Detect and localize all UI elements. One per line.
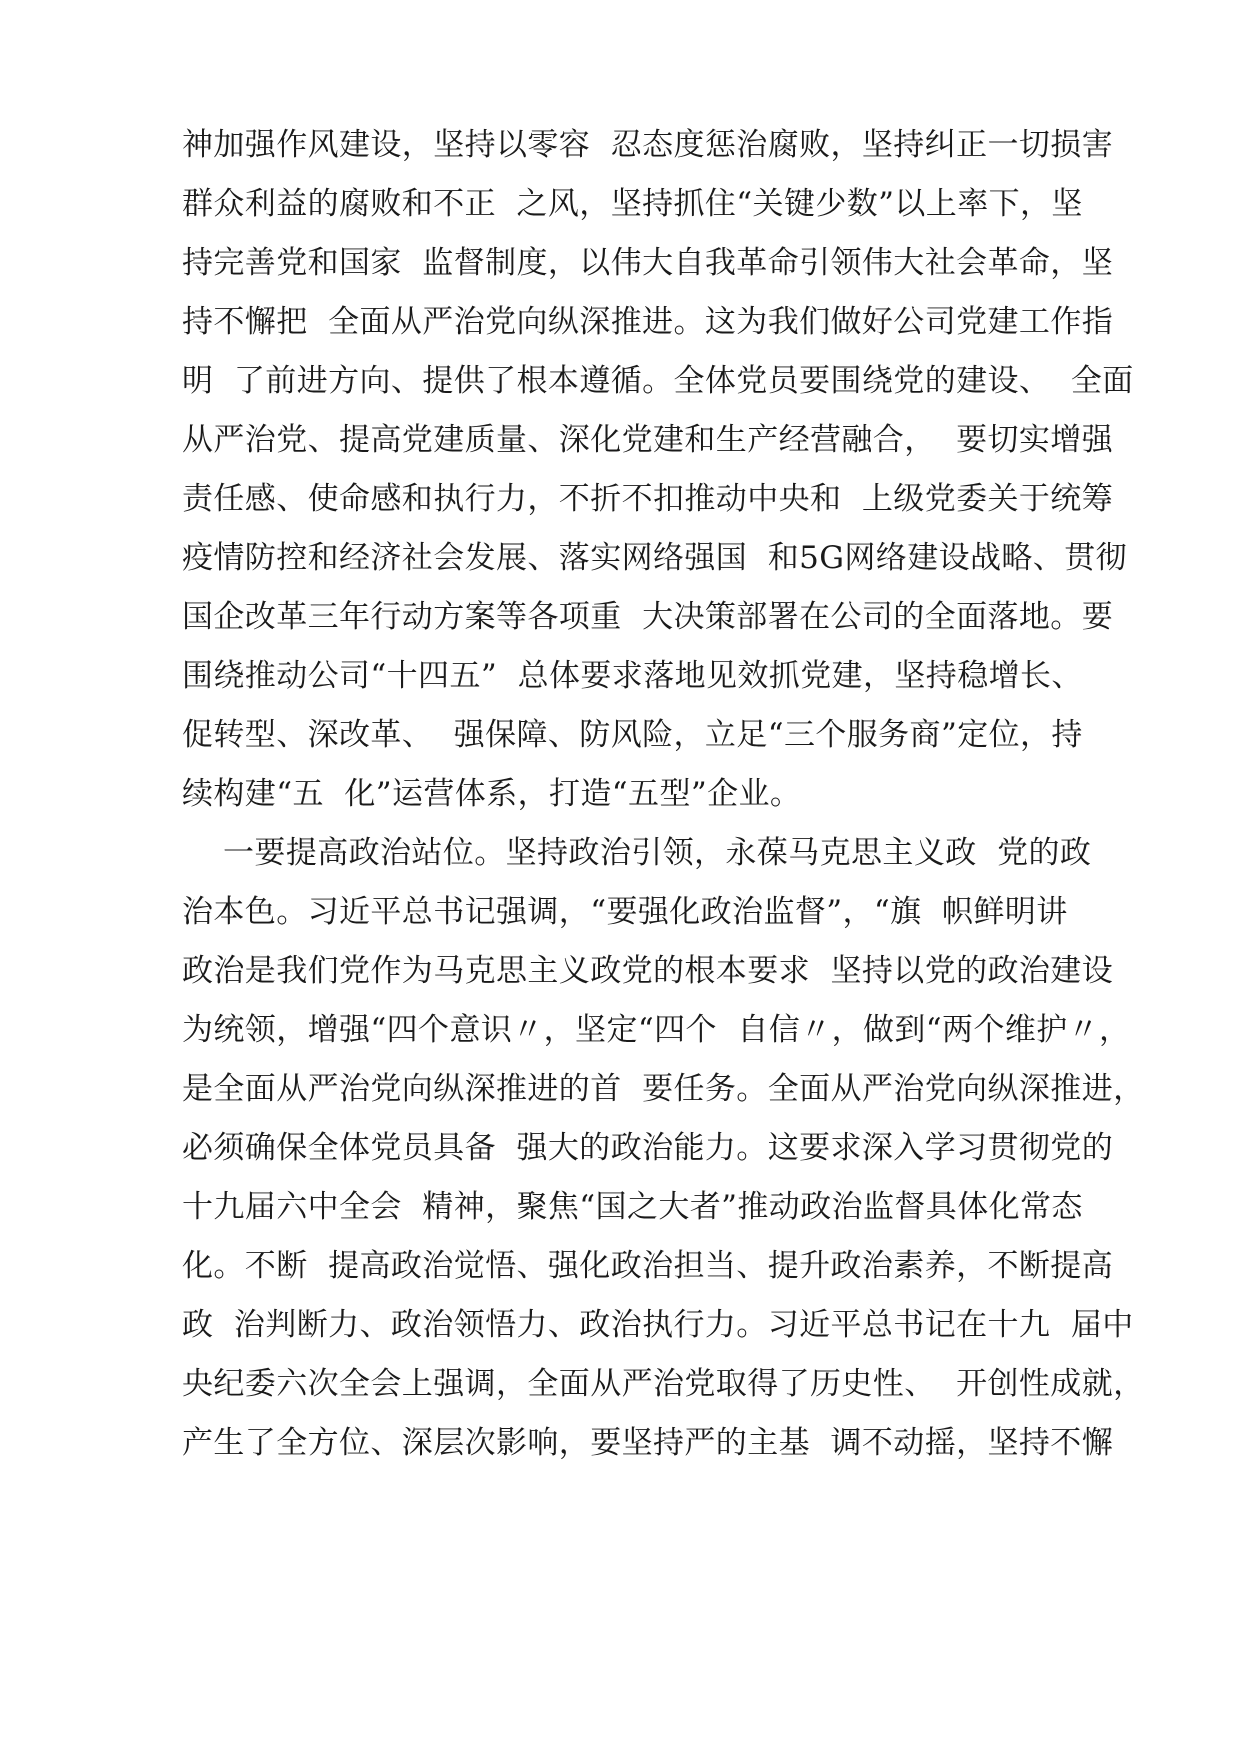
text-line: 续构建“五 化”运营体系，打造“五型”企业。 (182, 776, 802, 812)
text-line: 围绕推动公司“十四五” 总体要求落地见效抓党建，坚持稳增长、 (182, 658, 1083, 694)
text-line: 责任感、使命感和执行力，不折不扣推动中央和 上级党委关于统筹 (182, 481, 1114, 517)
text-line: 政治是我们党作为马克思主义政党的根本要求 坚持以党的政治建设 (182, 953, 1114, 989)
text-line: 持完善党和国家 监督制度，以伟大自我革命引领伟大社会革命，坚 (182, 245, 1114, 281)
text-line: 从严治党、提高党建质量、深化党建和生产经营融合， 要切实增强 (182, 422, 1114, 458)
text-line: 促转型、深改革、 强保障、防风险，立足“三个服务商”定位，持 (182, 717, 1083, 753)
text-line: 持不懈把 全面从严治党向纵深推进。这为我们做好公司党建工作指 (182, 304, 1114, 340)
text-line: 化。不断 提高政治觉悟、强化政治担当、提升政治素养，不断提高 (182, 1248, 1114, 1284)
text-line: 国企改革三年行动方案等各项重 大决策部署在公司的全面落地。要 (182, 599, 1114, 635)
text-line: 产生了全方位、深层次影响，要坚持严的主基 调不动摇，坚持不懈 (182, 1425, 1114, 1461)
text-line: 十九届六中全会 精神，聚焦“国之大者”推动政治监督具体化常态 (182, 1189, 1083, 1225)
text-line: 是全面从严治党向纵深推进的首 要任务。全面从严治党向纵深推进， (182, 1071, 1145, 1107)
text-line: 神加强作风建设，坚持以零容 忍态度惩治腐败，坚持纠正一切损害 (182, 127, 1114, 163)
text-line: 治本色。习近平总书记强调，“要强化政治监督”，“旗 帜鲜明讲 (182, 894, 1068, 930)
text-line: 疫情防控和经济社会发展、落实网络强国 和5G网络建设战略、贯彻 (182, 540, 1127, 576)
text-line: 明 了前进方向、提供了根本遵循。全体党员要围绕党的建设、 全面 (182, 363, 1134, 399)
text-line: 群众利益的腐败和不正 之风，坚持抓住“关键少数”以上率下，坚 (182, 186, 1083, 222)
text-line: 政 治判断力、政治领悟力、政治执行力。习近平总书记在十九 届中 (182, 1307, 1134, 1343)
paragraph-first-line: 一要提高政治站位。坚持政治引领，永葆马克思主义政 党的政 (182, 835, 1092, 871)
text-line: 必须确保全体党员具备 强大的政治能力。这要求深入学习贯彻党的 (182, 1130, 1114, 1166)
text-line: 央纪委六次全会上强调，全面从严治党取得了历史性、 开创性成就， (182, 1366, 1145, 1402)
text-line: 为统领，增强“四个意识〃，坚定“四个 自信〃，做到“两个维护〃， (182, 1012, 1131, 1048)
